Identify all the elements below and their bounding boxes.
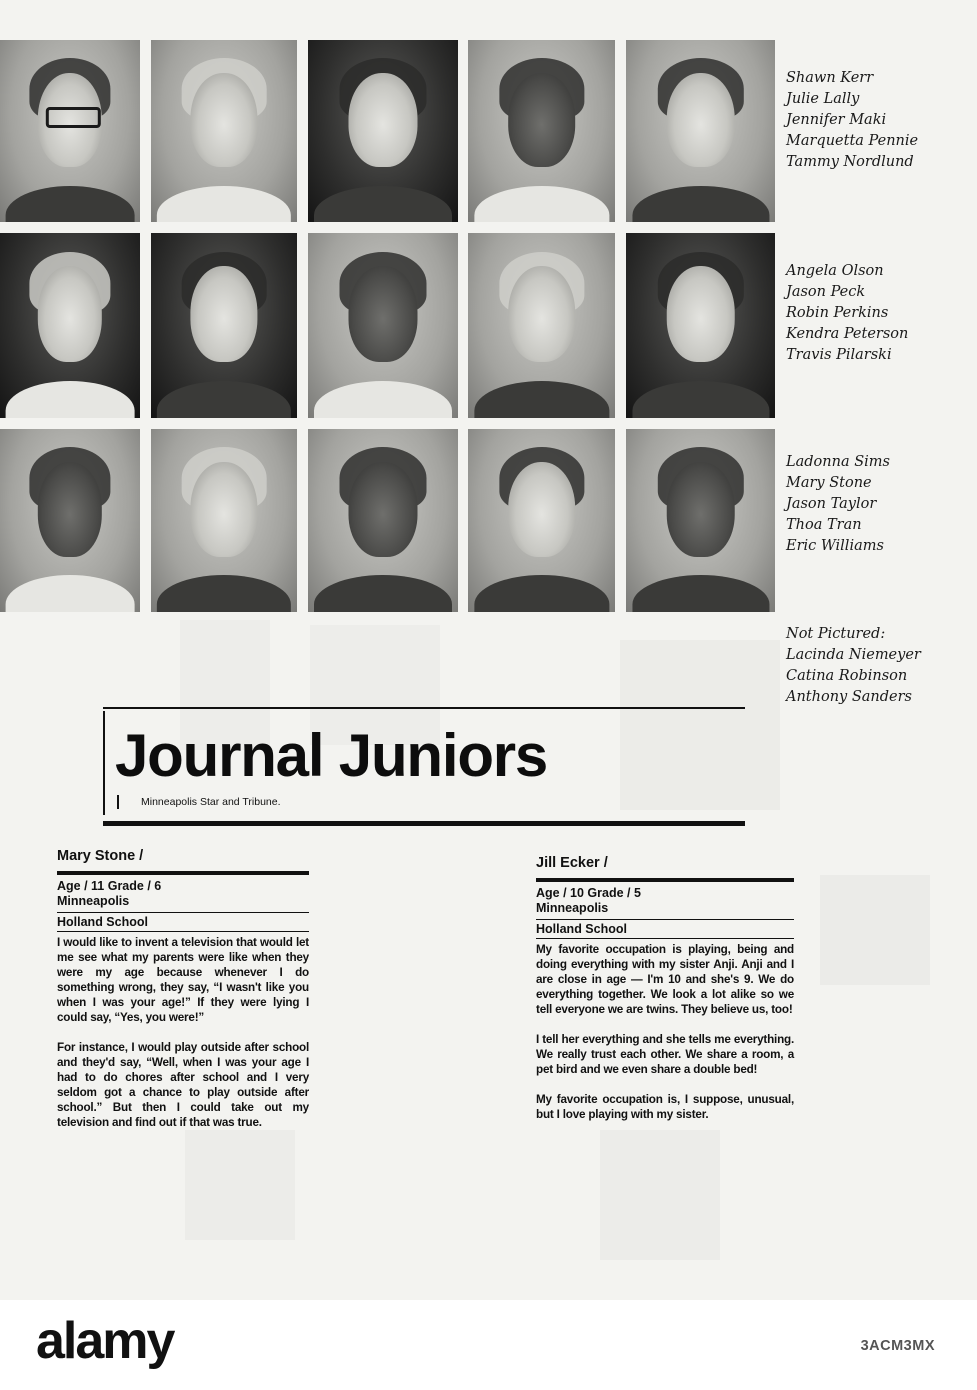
student-name: Kendra Peterson <box>786 326 909 342</box>
article-paragraph: I would like to invent a television that would let me see what my parents were like when they were my age because whenever I do something wrong, they say, “I wasn't like you when I was your age!” If they were lying I could say, “Yes, you were!” <box>57 936 309 1024</box>
student-photo <box>468 233 615 418</box>
student-photo <box>468 40 615 222</box>
student-name: Tammy Nordlund <box>786 154 914 170</box>
city: Minneapolis <box>536 901 609 915</box>
age-grade: Age / 11 Grade / 6 <box>57 879 162 893</box>
student-photo <box>151 429 297 612</box>
article-mary-stone <box>57 846 309 1130</box>
article-author: Mary Stone / <box>57 848 144 864</box>
age-grade: Age / 10 Grade / 5 <box>536 886 641 900</box>
masthead-tick <box>117 795 119 809</box>
row-1-names <box>786 68 918 173</box>
student-name: Shawn Kerr <box>786 70 874 86</box>
masthead-title: Journal Juniors <box>115 722 548 789</box>
journal-juniors-masthead <box>103 707 745 820</box>
student-name: Catina Robinson <box>786 668 908 684</box>
masthead-top-rule <box>103 707 745 709</box>
bleed-through-shadow <box>185 1130 295 1240</box>
alamy-logo: alamy <box>36 1312 174 1370</box>
student-name: Robin Perkins <box>786 305 889 321</box>
masthead-left-rule <box>103 711 105 815</box>
bleed-through-shadow <box>820 875 930 985</box>
article-paragraph: My favorite occupation is playing, being and doing everything with my sister Anji. Anji and I are close in age — I'm 10 and she's 9. We do everything together. We look a lot alike so we tell everyone we are twins. They believe us, too! <box>536 943 794 1016</box>
row-3-names <box>786 452 890 557</box>
student-photo <box>0 429 140 612</box>
article-paragraph: My favorite occupation is, I suppose, unusual, but I love playing with my sister. <box>536 1093 794 1121</box>
row-2-names <box>786 261 908 366</box>
student-photo <box>308 40 458 222</box>
author-rule <box>57 871 309 875</box>
student-name: Ladonna Sims <box>786 454 890 470</box>
masthead-subtitle: Minneapolis Star and Tribune. <box>141 795 281 808</box>
meta-rule <box>536 919 794 920</box>
student-name: Angela Olson <box>786 263 884 279</box>
meta-rule <box>57 912 309 913</box>
article-paragraph: I tell her everything and she tells me everything. We really trust each other. We share a room, a pet bird and we even share a double bed! <box>536 1033 794 1076</box>
student-name: Travis Pilarski <box>786 347 892 363</box>
school: Holland School <box>536 922 627 936</box>
student-name: Eric Williams <box>786 538 884 554</box>
article-author: Jill Ecker / <box>536 855 608 871</box>
masthead-bottom-rule <box>103 821 745 826</box>
student-name: Lacinda Niemeyer <box>786 647 921 663</box>
student-photo <box>0 40 140 222</box>
student-name: Marquetta Pennie <box>786 133 919 149</box>
not-pictured-heading: Not Pictured: <box>786 626 886 642</box>
student-name: Julie Lally <box>786 91 860 107</box>
student-photo <box>626 233 775 418</box>
student-photo <box>308 429 458 612</box>
student-photo <box>151 233 297 418</box>
student-photo <box>151 40 297 222</box>
image-code: 3ACM3MX <box>860 1338 935 1354</box>
school-rule <box>57 931 309 932</box>
student-name: Anthony Sanders <box>786 689 912 705</box>
student-name: Jason Peck <box>786 284 866 300</box>
student-photo <box>0 233 140 418</box>
article-paragraph: For instance, I would play outside after school and they'd say, “Well, when I was your age I had to do chores after school and I very seldom got a chance to play outside after school.” But then I could take out my television and find out if that was true. <box>57 1041 309 1129</box>
student-photo <box>626 40 775 222</box>
school-rule <box>536 938 794 939</box>
student-photo <box>468 429 615 612</box>
bleed-through-shadow <box>600 1130 720 1260</box>
student-name: Mary Stone <box>786 475 872 491</box>
author-rule <box>536 878 794 882</box>
article-jill-ecker <box>536 853 794 1122</box>
student-photo <box>626 429 775 612</box>
student-photo <box>308 233 458 418</box>
student-name: Thoa Tran <box>786 517 862 533</box>
masthead-subtitle-row <box>117 795 281 809</box>
school: Holland School <box>57 915 148 929</box>
student-name: Jason Taylor <box>786 496 877 512</box>
student-name: Jennifer Maki <box>786 112 887 128</box>
not-pictured-list <box>786 624 921 708</box>
city: Minneapolis <box>57 894 130 908</box>
